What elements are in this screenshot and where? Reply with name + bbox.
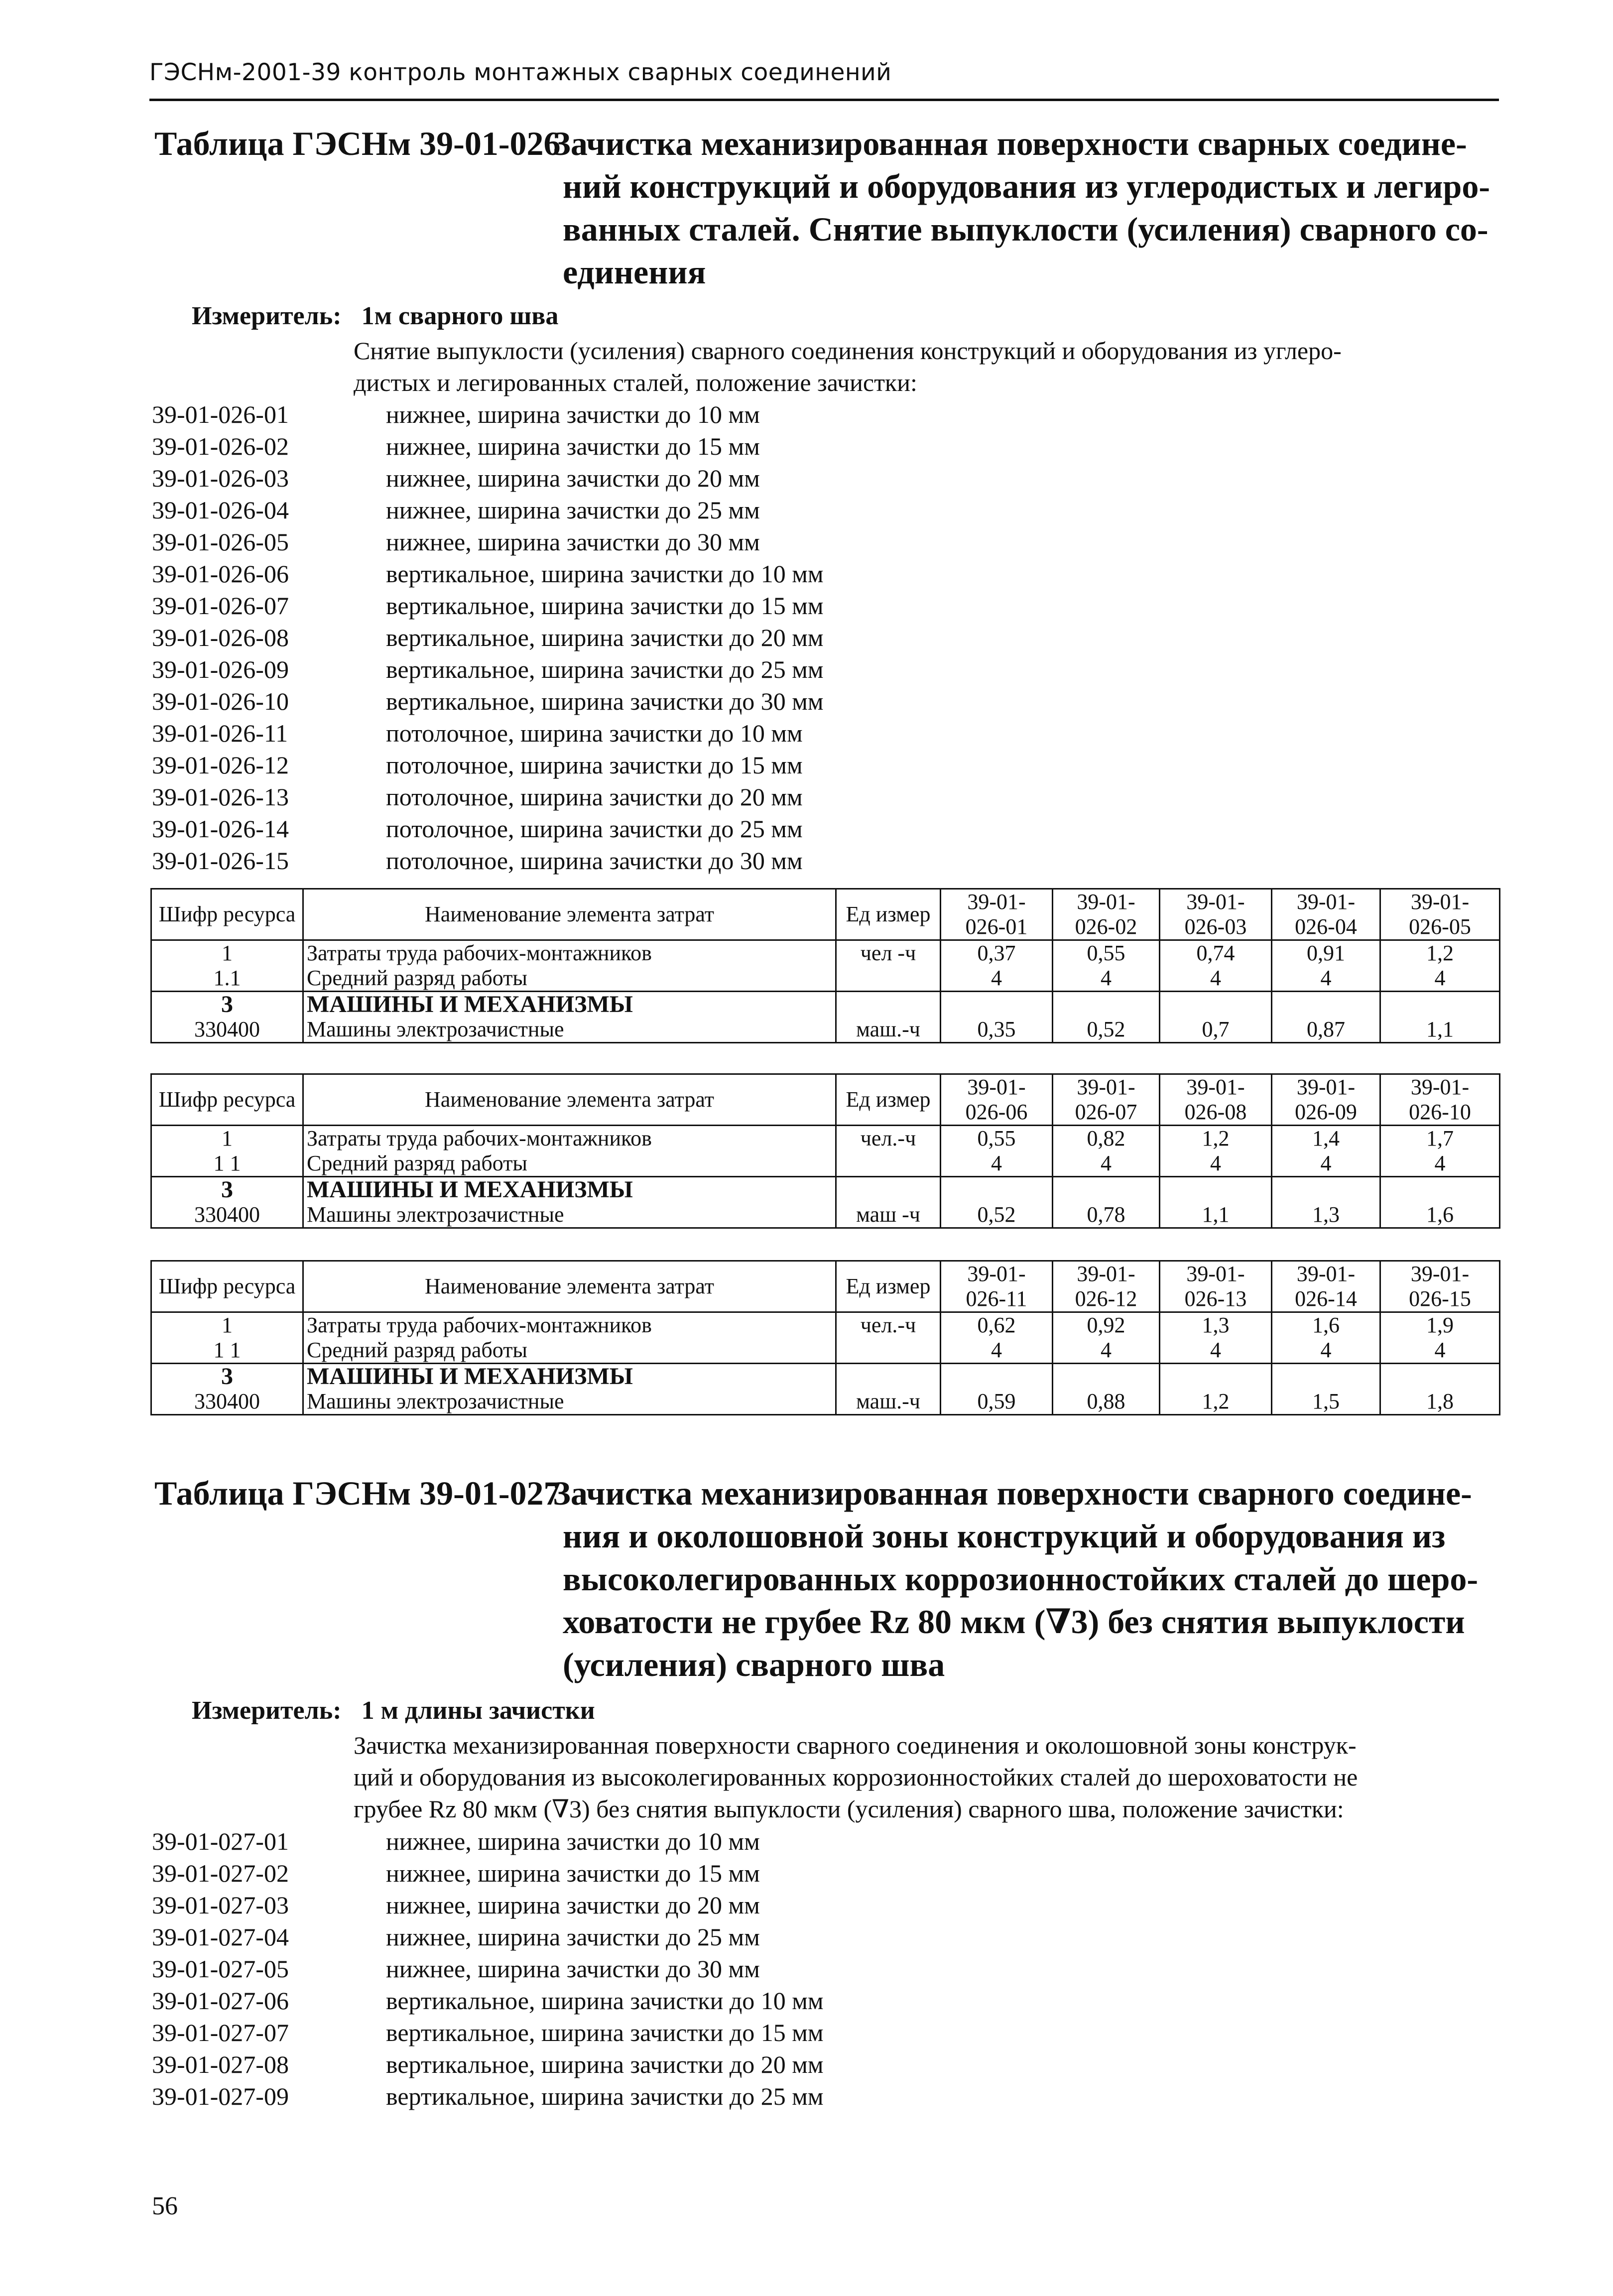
code-description: нижнее, ширина зачистки до 15 мм — [386, 432, 760, 460]
cell-value: 1,7 — [1380, 1126, 1500, 1151]
header-code-part: 026-07 — [1075, 1100, 1137, 1124]
cell-name: Машины электрозачистные — [303, 1389, 836, 1415]
code: 39-01-026-04 — [152, 496, 289, 524]
cell-value: 4 — [1160, 1338, 1272, 1364]
cell-value: 4 — [1160, 966, 1272, 992]
code: 39-01-026-08 — [152, 624, 289, 651]
code-list-item — [152, 590, 824, 622]
code-description: нижнее, ширина зачистки до 20 мм — [386, 464, 760, 492]
table-row — [151, 1177, 1500, 1203]
code: 39-01-026-03 — [152, 464, 289, 492]
cell-name: Машины электрозачистные — [303, 1202, 836, 1228]
table-header-row — [151, 1074, 1500, 1126]
table-027-title-line: ховатости не грубее Rz 80 мкм (∇3) без снятия выпуклости — [563, 1603, 1465, 1641]
code-description: нижнее, ширина зачистки до 10 мм — [386, 1827, 760, 1855]
code-description: вертикальное, ширина зачистки до 10 мм — [386, 560, 824, 588]
code-description: вертикальное, ширина зачистки до 20 мм — [386, 2050, 824, 2078]
cell-value: 0,7 — [1160, 1017, 1272, 1043]
cell-resource-code: 3 — [151, 1364, 303, 1390]
header-code-part: 026-12 — [1075, 1286, 1137, 1311]
cell-resource-code: 330400 — [151, 1389, 303, 1415]
resource-table-3 — [150, 1260, 1500, 1415]
meter-value: 1м сварного шва — [361, 302, 559, 330]
table-row — [151, 1017, 1500, 1043]
header-code-part: 39-01- — [1410, 1262, 1470, 1286]
cell-value: 0,59 — [941, 1389, 1053, 1415]
cell-value: 4 — [1380, 966, 1500, 992]
code-list-item — [152, 845, 824, 877]
cell-value: 0,74 — [1160, 940, 1272, 966]
header-code-part: 39-01- — [1296, 1075, 1356, 1099]
cell-value — [1160, 1177, 1272, 1203]
table-row — [151, 1389, 1500, 1415]
column-header — [1380, 1261, 1500, 1312]
column-header — [1272, 1074, 1380, 1126]
cell-value: 1,9 — [1380, 1312, 1500, 1338]
table-header-row — [151, 889, 1500, 940]
header-code-part: 026-15 — [1409, 1286, 1471, 1311]
header-code-part: 39-01- — [967, 890, 1026, 914]
cell-resource-code: 1 1 — [151, 1151, 303, 1177]
header-code-part: 39-01- — [1077, 1075, 1135, 1099]
header-code-part: 026-06 — [965, 1100, 1028, 1124]
header-code-part: 39-01- — [1186, 1075, 1245, 1099]
code: 39-01-027-08 — [152, 2050, 289, 2078]
table-026-meter — [192, 301, 558, 331]
table-027-title — [154, 1472, 1499, 1686]
cell-value: 4 — [1272, 1338, 1380, 1364]
column-header: Шифр ресурса — [151, 1074, 303, 1126]
code-list-item — [152, 2048, 824, 2080]
cell-resource-code: 3 — [151, 1177, 303, 1203]
table-026-code-list — [152, 398, 824, 877]
code: 39-01-027-05 — [152, 1955, 289, 1983]
code-description: потолочное, ширина зачистки до 10 мм — [386, 719, 803, 747]
column-header — [1053, 889, 1160, 940]
code-list-item — [152, 558, 824, 590]
code-list-item — [152, 717, 824, 749]
header-code-part: 39-01- — [1296, 1262, 1356, 1286]
code-list-item — [152, 685, 824, 717]
header-code-part: 026-05 — [1409, 914, 1471, 939]
cell-unit: маш -ч — [836, 1202, 941, 1228]
cell-value: 1,2 — [1160, 1126, 1272, 1151]
column-header: Наименование элемента затрат — [303, 1074, 836, 1126]
code: 39-01-027-02 — [152, 1859, 289, 1887]
code: 39-01-026-02 — [152, 432, 289, 460]
cell-resource-code: 3 — [151, 992, 303, 1018]
resource-table-2 — [150, 1073, 1500, 1229]
cell-resource-code: 1.1 — [151, 966, 303, 992]
column-header — [941, 1261, 1053, 1312]
header-code-part: 026-10 — [1409, 1100, 1471, 1124]
cell-name: Затраты труда рабочих-монтажников — [303, 1126, 836, 1151]
table-row — [151, 1364, 1500, 1390]
cell-value: 1,4 — [1272, 1126, 1380, 1151]
cell-value: 4 — [1160, 1151, 1272, 1177]
cell-unit: чел -ч — [836, 940, 941, 966]
code: 39-01-026-05 — [152, 528, 289, 556]
cell-value — [1380, 992, 1500, 1018]
table-027-intro — [354, 1729, 1504, 1825]
code-description: потолочное, ширина зачистки до 15 мм — [386, 751, 803, 779]
cell-value: 4 — [941, 1151, 1053, 1177]
cell-unit — [836, 1338, 941, 1364]
column-header — [1272, 1261, 1380, 1312]
cell-value: 0,52 — [941, 1202, 1053, 1228]
code-description: нижнее, ширина зачистки до 25 мм — [386, 496, 760, 524]
column-header — [1380, 889, 1500, 940]
code: 39-01-027-07 — [152, 2019, 289, 2046]
cell-value: 4 — [1272, 966, 1380, 992]
header-code-part: 39-01- — [967, 1262, 1026, 1286]
cell-value: 1,5 — [1272, 1389, 1380, 1415]
cell-value — [1272, 1177, 1380, 1203]
header-code-part: 39-01- — [1077, 1262, 1135, 1286]
header-code-part: 39-01- — [1410, 890, 1470, 914]
header-code-part: 026-11 — [966, 1286, 1027, 1311]
intro-line: грубее Rz 80 мкм (∇3) без снятия выпуклости (усиления) сварного шва, положение зачистки: — [354, 1795, 1344, 1823]
table-027-code-list — [152, 1825, 824, 2112]
table-row — [151, 1312, 1500, 1338]
column-header: Шифр ресурса — [151, 1261, 303, 1312]
cell-name: МАШИНЫ И МЕХАНИЗМЫ — [303, 1177, 836, 1203]
header-code-part: 026-09 — [1295, 1100, 1357, 1124]
table-027-title-line: ния и околошовной зоны конструкций и оборудования из — [563, 1517, 1446, 1555]
code-description: вертикальное, ширина зачистки до 20 мм — [386, 624, 824, 651]
column-header — [941, 889, 1053, 940]
table-027-meter — [192, 1696, 595, 1725]
code-list-item — [152, 1825, 824, 1857]
code-list-item — [152, 622, 824, 653]
cell-value — [1053, 992, 1160, 1018]
cell-unit — [836, 1177, 941, 1203]
cell-unit: чел.-ч — [836, 1312, 941, 1338]
code: 39-01-027-04 — [152, 1923, 289, 1951]
code-description: нижнее, ширина зачистки до 20 мм — [386, 1891, 760, 1919]
cell-value — [1272, 992, 1380, 1018]
header-rule — [149, 99, 1499, 101]
cell-value: 0,91 — [1272, 940, 1380, 966]
cell-name: МАШИНЫ И МЕХАНИЗМЫ — [303, 1364, 836, 1390]
cell-value: 4 — [1272, 1151, 1380, 1177]
meter-value: 1 м длины зачистки — [361, 1696, 595, 1725]
code-list-item — [152, 813, 824, 845]
code-description: потолочное, ширина зачистки до 20 мм — [386, 783, 803, 811]
cell-value: 1,2 — [1160, 1389, 1272, 1415]
intro-line: ций и оборудования из высоколегированных коррозионностойких сталей до шероховатости не — [354, 1763, 1358, 1791]
column-header — [1053, 1074, 1160, 1126]
table-026-intro — [354, 335, 1504, 398]
cell-name: Средний разряд работы — [303, 1338, 836, 1364]
cell-name: Машины электрозачистные — [303, 1017, 836, 1043]
code: 39-01-026-07 — [152, 592, 289, 620]
table-027-title-lead: Таблица ГЭСНм 39-01-027 — [154, 1474, 561, 1512]
cell-value: 4 — [1380, 1151, 1500, 1177]
code-description: вертикальное, ширина зачистки до 15 мм — [386, 592, 824, 620]
code-description: вертикальное, ширина зачистки до 25 мм — [386, 655, 824, 683]
code-description: вертикальное, ширина зачистки до 30 мм — [386, 687, 824, 715]
cell-value: 1,3 — [1272, 1202, 1380, 1228]
code-list-item — [152, 398, 824, 430]
table-026-title — [154, 122, 1499, 293]
cell-unit: маш.-ч — [836, 1017, 941, 1043]
column-header — [1053, 1261, 1160, 1312]
cell-value: 4 — [1053, 1151, 1160, 1177]
cell-value: 0,92 — [1053, 1312, 1160, 1338]
header-code-part: 39-01- — [1077, 890, 1135, 914]
code-list-item — [152, 749, 824, 781]
table-026-title-line: единения — [563, 253, 706, 291]
header-code-part: 026-04 — [1295, 914, 1357, 939]
intro-line: дистых и легированных сталей, положение зачистки: — [354, 369, 917, 396]
code: 39-01-026-12 — [152, 751, 289, 779]
code-list-item — [152, 494, 824, 526]
cell-value: 1,3 — [1160, 1312, 1272, 1338]
table-row — [151, 1151, 1500, 1177]
code-description: нижнее, ширина зачистки до 30 мм — [386, 528, 760, 556]
code-description: нижнее, ширина зачистки до 25 мм — [386, 1923, 760, 1951]
table-027-title-line: Зачистка механизированная поверхности сварного соедине- — [553, 1474, 1472, 1512]
code: 39-01-026-15 — [152, 847, 289, 875]
table-row — [151, 1126, 1500, 1151]
cell-value — [1053, 1364, 1160, 1390]
page-number: 56 — [152, 2192, 178, 2220]
code-description: потолочное, ширина зачистки до 30 мм — [386, 847, 803, 875]
cell-value: 0,52 — [1053, 1017, 1160, 1043]
cell-value: 0,78 — [1053, 1202, 1160, 1228]
cell-value: 1,8 — [1380, 1389, 1500, 1415]
cell-resource-code: 1 — [151, 940, 303, 966]
table-header-row — [151, 1261, 1500, 1312]
resource-table-1 — [150, 888, 1500, 1043]
column-header — [1160, 1261, 1272, 1312]
column-header: Ед измер — [836, 1074, 941, 1126]
column-header: Шифр ресурса — [151, 889, 303, 940]
cell-name: Средний разряд работы — [303, 1151, 836, 1177]
cell-resource-code: 1 — [151, 1312, 303, 1338]
code: 39-01-026-11 — [152, 719, 288, 747]
cell-value — [1380, 1364, 1500, 1390]
header-code-part: 39-01- — [1186, 890, 1245, 914]
cell-value: 4 — [941, 1338, 1053, 1364]
cell-unit: маш.-ч — [836, 1389, 941, 1415]
cell-value — [1053, 1177, 1160, 1203]
cell-value — [941, 1364, 1053, 1390]
intro-line: Снятие выпуклости (усиления) сварного соединения конструкций и оборудования из углеро- — [354, 337, 1342, 365]
cell-value — [1380, 1177, 1500, 1203]
column-header — [1160, 889, 1272, 940]
header-code-part: 39-01- — [1296, 890, 1356, 914]
cell-name: Затраты труда рабочих-монтажников — [303, 1312, 836, 1338]
cell-value: 1,1 — [1160, 1202, 1272, 1228]
column-header: Ед измер — [836, 889, 941, 940]
header-code-part: 39-01- — [1410, 1075, 1470, 1099]
cell-unit: чел.-ч — [836, 1126, 941, 1151]
table-row — [151, 966, 1500, 992]
header-code-part: 026-03 — [1184, 914, 1247, 939]
cell-resource-code: 1 1 — [151, 1338, 303, 1364]
column-header — [1160, 1074, 1272, 1126]
header-code-part: 39-01- — [1186, 1262, 1245, 1286]
column-header — [941, 1074, 1053, 1126]
column-header: Наименование элемента затрат — [303, 1261, 836, 1312]
header-code-part: 026-13 — [1184, 1286, 1247, 1311]
code-list-item — [152, 462, 824, 494]
code: 39-01-026-14 — [152, 815, 289, 843]
cell-value: 1,1 — [1380, 1017, 1500, 1043]
column-header: Наименование элемента затрат — [303, 889, 836, 940]
code-list-item — [152, 2017, 824, 2048]
header-code-part: 026-01 — [965, 914, 1028, 939]
code: 39-01-026-13 — [152, 783, 289, 811]
code-description: вертикальное, ширина зачистки до 15 мм — [386, 2019, 824, 2046]
code: 39-01-027-06 — [152, 1987, 289, 2015]
code-description: нижнее, ширина зачистки до 10 мм — [386, 400, 760, 428]
intro-line: Зачистка механизированная поверхности сварного соединения и околошовной зоны конструк- — [354, 1731, 1357, 1759]
code: 39-01-027-09 — [152, 2082, 289, 2110]
cell-value: 4 — [941, 966, 1053, 992]
cell-value — [1272, 1364, 1380, 1390]
cell-value: 0,55 — [1053, 940, 1160, 966]
code: 39-01-027-03 — [152, 1891, 289, 1919]
code: 39-01-027-01 — [152, 1827, 289, 1855]
cell-value: 1,6 — [1272, 1312, 1380, 1338]
code-description: потолочное, ширина зачистки до 25 мм — [386, 815, 803, 843]
header-code-part: 026-14 — [1295, 1286, 1357, 1311]
cell-value — [941, 992, 1053, 1018]
cell-value: 4 — [1053, 966, 1160, 992]
table-row — [151, 940, 1500, 966]
cell-value: 0,55 — [941, 1126, 1053, 1151]
cell-value: 0,82 — [1053, 1126, 1160, 1151]
code-description: нижнее, ширина зачистки до 30 мм — [386, 1955, 760, 1983]
code: 39-01-026-10 — [152, 687, 289, 715]
header-code-part: 026-08 — [1184, 1100, 1247, 1124]
code-list-item — [152, 781, 824, 813]
column-header: Ед измер — [836, 1261, 941, 1312]
cell-value: 1,2 — [1380, 940, 1500, 966]
header-code-part: 026-02 — [1075, 914, 1137, 939]
code: 39-01-026-09 — [152, 655, 289, 683]
code-list-item — [152, 1857, 824, 1889]
table-027-title-line: высоколегированных коррозионностойких сталей до шеро- — [563, 1560, 1479, 1598]
code-list-item — [152, 2080, 824, 2112]
table-row — [151, 1202, 1500, 1228]
code-description: вертикальное, ширина зачистки до 25 мм — [386, 2082, 824, 2110]
table-row — [151, 992, 1500, 1018]
cell-value: 0,87 — [1272, 1017, 1380, 1043]
table-026-title-line: Зачистка механизированная поверхности сварных соедине- — [553, 125, 1467, 162]
code-list-item — [152, 653, 824, 685]
running-header: ГЭСНм-2001-39 контроль монтажных сварных соединений — [149, 59, 892, 86]
cell-value: 4 — [1053, 1338, 1160, 1364]
cell-resource-code: 330400 — [151, 1017, 303, 1043]
code-list-item — [152, 1985, 824, 2017]
cell-name: Средний разряд работы — [303, 966, 836, 992]
cell-value: 0,62 — [941, 1312, 1053, 1338]
table-026-title-line: ний конструкций и оборудования из углеродистых и легиро- — [563, 167, 1490, 205]
code: 39-01-026-06 — [152, 560, 289, 588]
column-header — [1272, 889, 1380, 940]
code-description: нижнее, ширина зачистки до 15 мм — [386, 1859, 760, 1887]
cell-value — [1160, 1364, 1272, 1390]
cell-unit — [836, 992, 941, 1018]
cell-unit — [836, 966, 941, 992]
code-list-item — [152, 526, 824, 558]
code-description: вертикальное, ширина зачистки до 10 мм — [386, 1987, 824, 2015]
table-027-title-line: (усиления) сварного шва — [563, 1646, 945, 1683]
meter-label: Измеритель: — [192, 302, 342, 330]
cell-unit — [836, 1364, 941, 1390]
table-row — [151, 1338, 1500, 1364]
code: 39-01-026-01 — [152, 400, 289, 428]
cell-value: 0,37 — [941, 940, 1053, 966]
column-header — [1380, 1074, 1500, 1126]
cell-unit — [836, 1151, 941, 1177]
code-list-item — [152, 1953, 824, 1985]
table-026-title-line: ванных сталей. Снятие выпуклости (усиления) сварного со- — [563, 210, 1489, 248]
header-code-part: 39-01- — [967, 1075, 1026, 1099]
cell-resource-code: 1 — [151, 1126, 303, 1151]
code-list-item — [152, 1889, 824, 1921]
cell-value — [941, 1177, 1053, 1203]
code-list-item — [152, 1921, 824, 1953]
cell-value: 0,35 — [941, 1017, 1053, 1043]
cell-value — [1160, 992, 1272, 1018]
cell-resource-code: 330400 — [151, 1202, 303, 1228]
meter-label: Измеритель: — [192, 1696, 342, 1725]
cell-value: 1,6 — [1380, 1202, 1500, 1228]
code-list-item — [152, 430, 824, 462]
table-026-title-lead: Таблица ГЭСНм 39-01-026 — [154, 125, 561, 162]
cell-value: 4 — [1380, 1338, 1500, 1364]
cell-name: МАШИНЫ И МЕХАНИЗМЫ — [303, 992, 836, 1018]
cell-value: 0,88 — [1053, 1389, 1160, 1415]
cell-name: Затраты труда рабочих-монтажников — [303, 940, 836, 966]
